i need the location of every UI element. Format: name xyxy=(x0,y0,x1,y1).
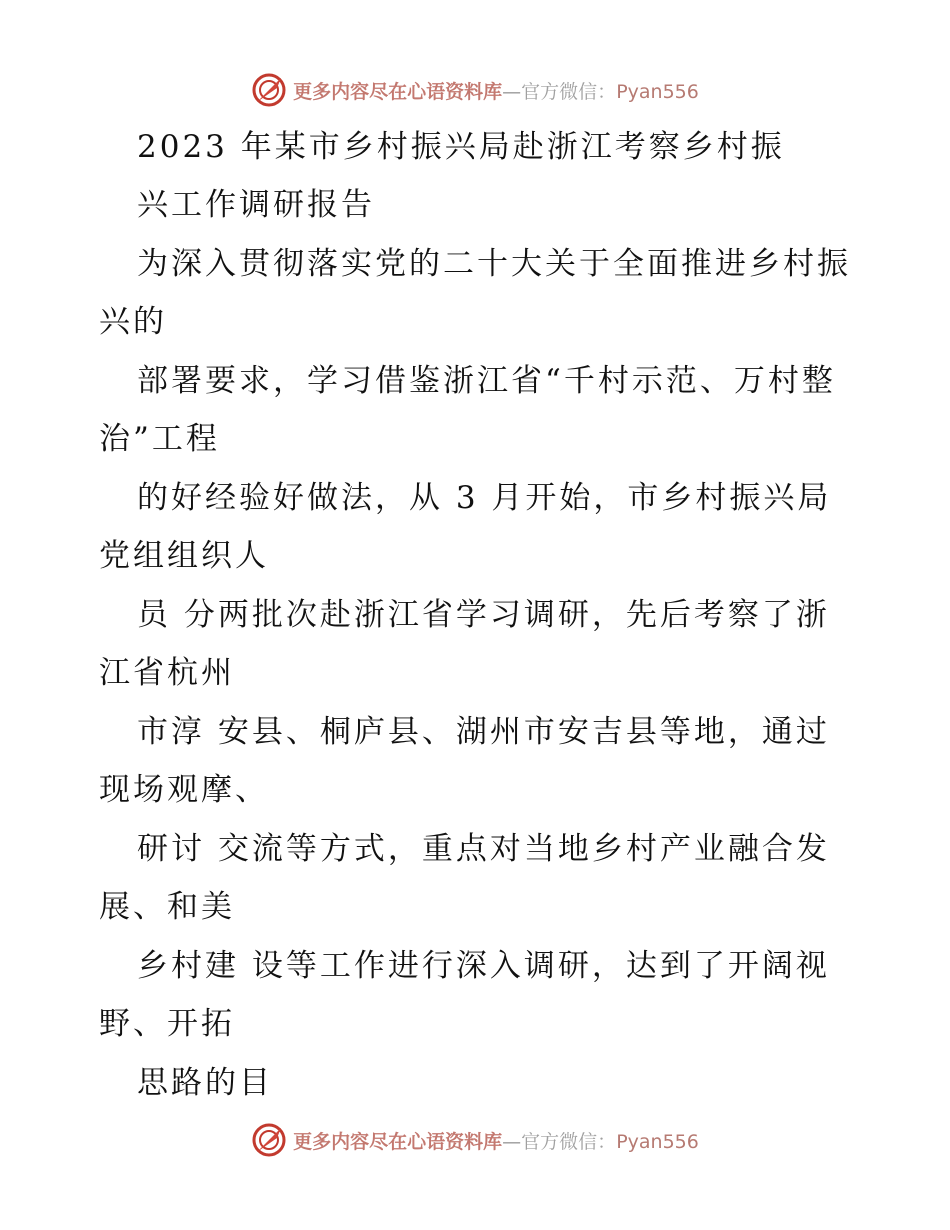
watermark-separator: — xyxy=(502,1130,522,1153)
watermark-label: 官方微信： xyxy=(521,80,617,103)
watermark-brand: 更多内容尽在心语资料库 xyxy=(293,80,503,103)
doc-text-line: 兴的 xyxy=(99,304,167,340)
watermark-separator: — xyxy=(502,80,522,103)
doc-text-line: 为深入贯彻落实党的二十大关于全面推进乡村振 xyxy=(137,246,851,282)
quill-logo-icon xyxy=(251,1122,287,1158)
doc-title-line: 2023 年某市乡村振兴局赴浙江考察乡村振 xyxy=(137,129,785,165)
doc-text-line: 的好经验好做法，从 3 月开始，市乡村振兴局 xyxy=(137,480,832,516)
doc-text-line: 思路的目 xyxy=(137,1065,273,1101)
doc-text-line: 员 分两批次赴浙江省学习调研，先后考察了浙 xyxy=(137,597,830,633)
doc-text-line: 党组组织人 xyxy=(99,538,269,574)
doc-text-line: 野、开拓 xyxy=(99,1006,235,1042)
doc-text-line: 治”工程 xyxy=(99,421,220,457)
quill-logo-icon xyxy=(251,72,287,108)
watermark-label: 官方微信： xyxy=(521,1130,617,1153)
watermark-id: Pyan556 xyxy=(616,80,699,103)
doc-text-line: 乡村建 设等工作进行深入调研，达到了开阔视 xyxy=(137,948,830,984)
header-watermark xyxy=(0,70,950,110)
watermark-id: Pyan556 xyxy=(616,1130,699,1153)
doc-title-line: 兴工作调研报告 xyxy=(137,187,375,223)
doc-text-line: 市淳 安县、桐庐县、湖州市安吉县等地，通过 xyxy=(137,714,830,750)
doc-text-line: 展、和美 xyxy=(99,889,235,925)
footer-watermark xyxy=(0,1120,950,1160)
doc-text-line: 部署要求，学习借鉴浙江省“千村示范、万村整 xyxy=(137,363,836,399)
watermark-brand: 更多内容尽在心语资料库 xyxy=(293,1130,503,1153)
doc-text-line: 江省杭州 xyxy=(99,655,235,691)
doc-text-line: 研讨 交流等方式，重点对当地乡村产业融合发 xyxy=(137,831,830,867)
doc-text-line: 现场观摩、 xyxy=(99,772,269,808)
